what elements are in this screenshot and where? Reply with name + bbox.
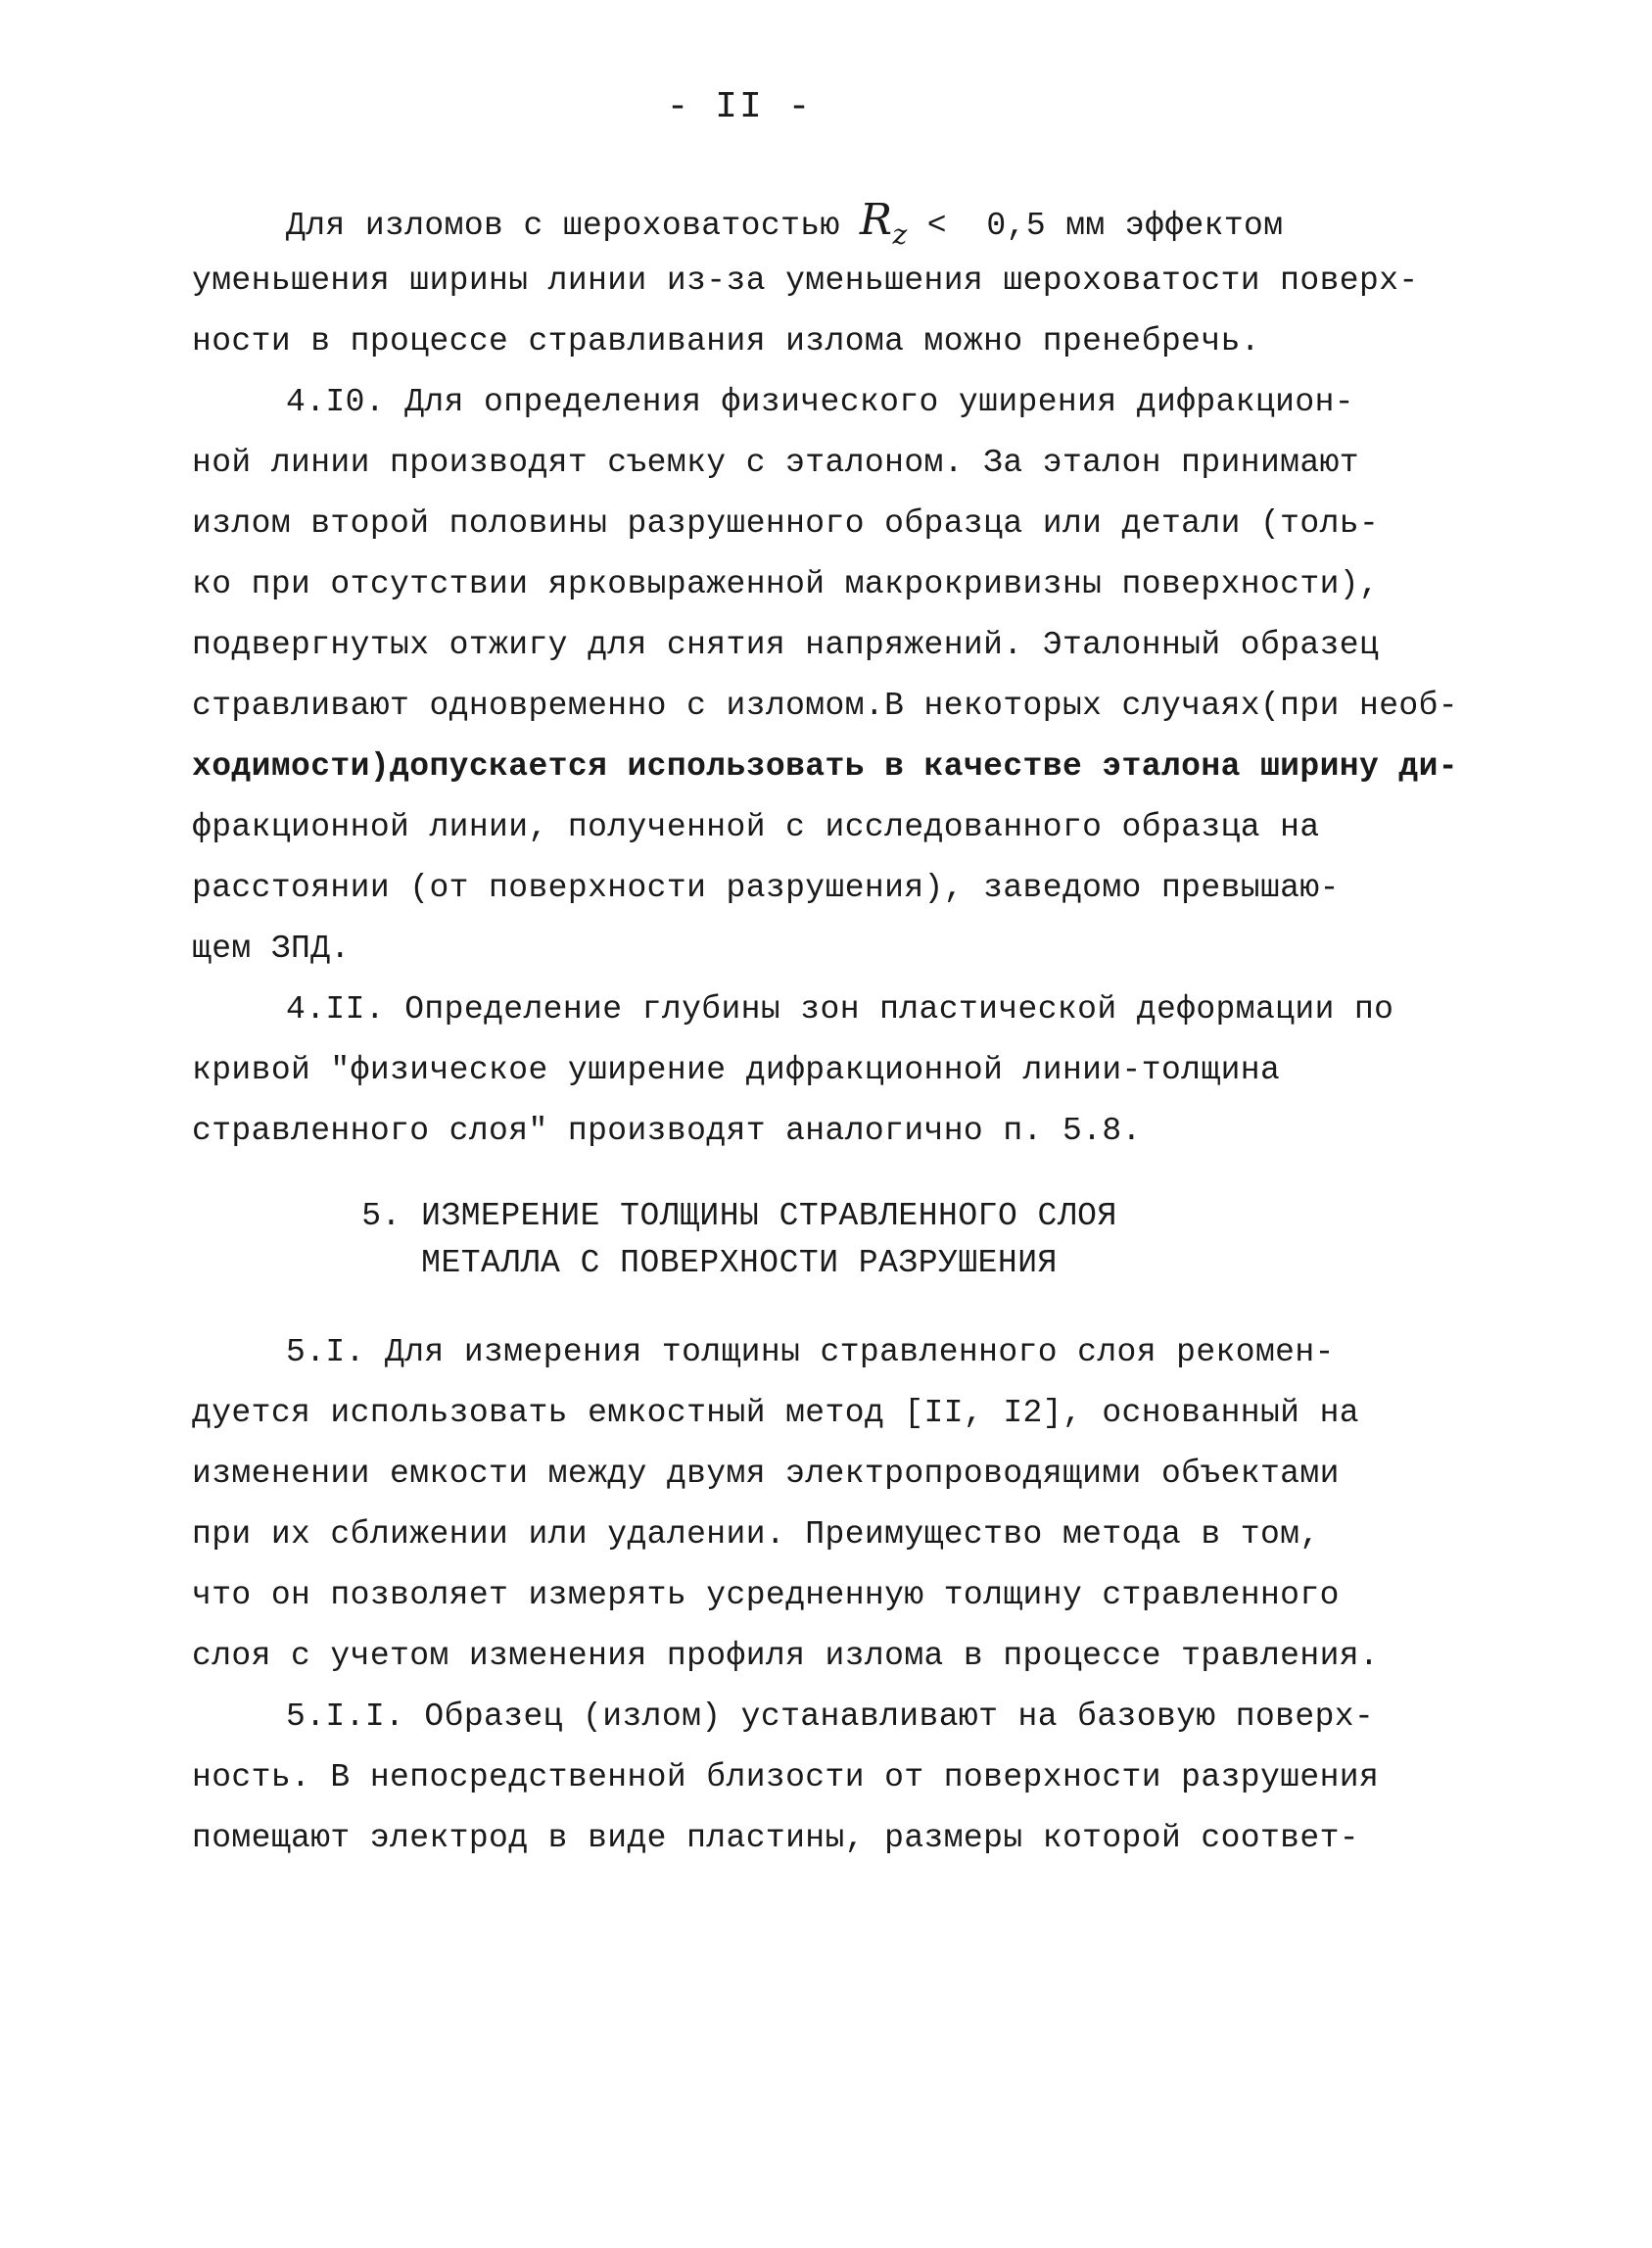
- paragraph-4-10-line: расстоянии (от поверхности разрушения), заведомо превышаю-: [192, 870, 1340, 906]
- roughness-text-after: < 0,5 мм эффектом: [907, 208, 1284, 244]
- paragraph-4-11-line: кривой "физическое уширение дифракционной линии-толщина: [192, 1052, 1281, 1088]
- paragraph-5-1-line: слоя с учетом изменения профиля излома в процессе травления.: [192, 1638, 1380, 1674]
- paragraph-5-1-line: изменении емкости между двумя электропроводящими объектами: [192, 1456, 1340, 1492]
- paragraph-5-1-line: дуется использовать емкостный метод [II, I2], основанный на: [192, 1395, 1359, 1431]
- section-heading-line-2: МЕТАЛЛА С ПОВЕРХНОСТИ РАЗРУШЕНИЯ: [421, 1245, 1058, 1281]
- paragraph-roughness-line-2: уменьшения ширины линии из-за уменьшения шероховатости поверх-: [192, 263, 1419, 299]
- paragraph-4-10-line: щем ЗПД.: [192, 931, 351, 967]
- formula-R-symbol: R: [859, 195, 893, 245]
- paragraph-roughness-line-3: ности в процессе стравливания излома можно пренебречь.: [192, 323, 1260, 359]
- page-number: - II -: [666, 86, 813, 128]
- paragraph-roughness-line-1: [286, 195, 1284, 251]
- roughness-text-before: Для изломов с шероховатостью: [286, 208, 860, 244]
- section-heading-line-1: 5. ИЗМЕРЕНИЕ ТОЛЩИНЫ СТРАВЛЕННОГО СЛОЯ: [361, 1198, 1117, 1234]
- paragraph-5-1-1-line: помещают электрод в виде пластины, размеры которой соответ-: [192, 1820, 1359, 1856]
- paragraph-4-10-line: ходимости)допускается использовать в качестве эталона ширину ди-: [192, 748, 1459, 785]
- paragraph-4-11-line: стравленного слоя" производят аналогично п. 5.8.: [192, 1113, 1142, 1149]
- paragraph-4-10-line: ной линии производят съемку с эталоном. За эталон принимают: [192, 445, 1359, 481]
- paragraph-4-10-line: фракционной линии, полученной с исследованного образца на: [192, 809, 1320, 845]
- paragraph-5-1-1-line: 5.I.I. Образец (излом) устанавливают на базовую поверх-: [286, 1698, 1375, 1735]
- paragraph-5-1-line: что он позволяет измерять усредненную толщину стравленного: [192, 1577, 1340, 1613]
- paragraph-4-10-line: стравливают одновременно с изломом.В некоторых случаях(при необ-: [192, 688, 1459, 724]
- paragraph-5-1-line: при их сближении или удалении. Преимущество метода в том,: [192, 1516, 1320, 1553]
- paragraph-5-1-1-line: ность. В непосредственной близости от поверхности разрушения: [192, 1759, 1380, 1795]
- formula-z-subscript: z: [892, 218, 908, 251]
- paragraph-4-10-line: 4.I0. Для определения физического уширения дифракцион-: [286, 384, 1354, 420]
- paragraph-4-10-line: ко при отсутствии ярковыраженной макрокривизны поверхности),: [192, 566, 1380, 602]
- paragraph-4-10-line: подвергнутых отжигу для снятия напряжений. Эталонный образец: [192, 627, 1380, 663]
- paragraph-4-11-line: 4.II. Определение глубины зон пластической деформации по: [286, 991, 1394, 1028]
- paragraph-5-1-line: 5.I. Для измерения толщины стравленного слоя рекомен-: [286, 1334, 1335, 1370]
- paragraph-4-10-line: излом второй половины разрушенного образца или детали (толь-: [192, 505, 1380, 542]
